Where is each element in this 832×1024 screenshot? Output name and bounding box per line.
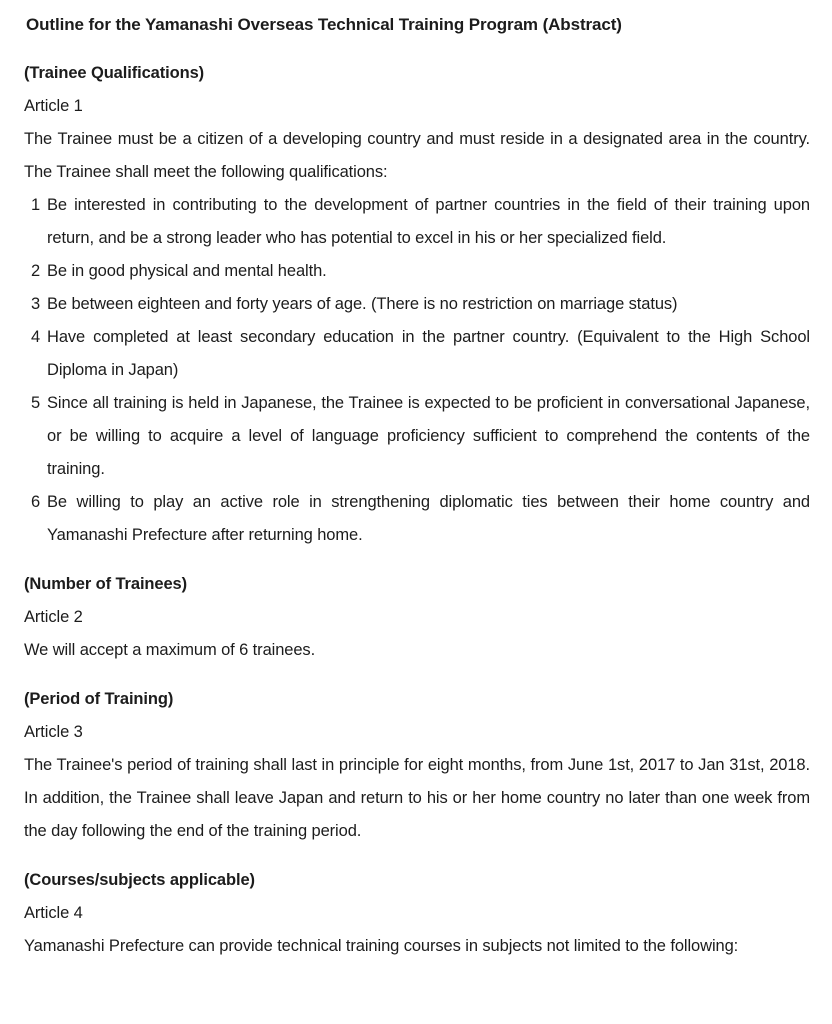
section-heading: (Trainee Qualifications) [24, 64, 205, 82]
list-item-number: 5 [31, 394, 41, 412]
section-heading: (Courses/subjects applicable) [24, 871, 255, 889]
article-label: Article 1 [24, 97, 83, 115]
list-item-number: 3 [31, 295, 41, 313]
list-item-number: 1 [31, 196, 41, 214]
list-item [31, 255, 810, 288]
list-item [31, 387, 810, 486]
section-period-of-training [24, 683, 810, 848]
list-item-text: Since all training is held in Japanese, the Trainee is expected to be proficient in conversational Japanese, or be willing to acquire a level of language proficiency sufficient to comprehend the contents of the training. [47, 394, 810, 478]
section-body: We will accept a maximum of 6 trainees. [24, 641, 316, 659]
section-heading: (Period of Training) [24, 690, 174, 708]
list-item [31, 486, 810, 552]
list-item-number: 6 [31, 493, 41, 511]
section-trainee-qualifications [24, 57, 810, 552]
list-item [31, 288, 810, 321]
section-body: Yamanashi Prefecture can provide technical training courses in subjects not limited to the following: [24, 937, 739, 955]
section-body: The Trainee's period of training shall last in principle for eight months, from June 1st, 2017 to Jan 31st, 2018. In addition, the Trainee shall leave Japan and return to his or her home country no later than one week from the day following the end of the training period. [24, 756, 810, 840]
qualifications-list [31, 189, 810, 552]
list-item-text: Have completed at least secondary education in the partner country. (Equivalent to the High School Diploma in Japan) [47, 328, 810, 379]
list-item-text: Be in good physical and mental health. [47, 262, 327, 280]
list-item-number: 4 [31, 328, 41, 346]
article-label: Article 3 [24, 723, 83, 741]
list-item-text: Be willing to play an active role in strengthening diplomatic ties between their home country and Yamanashi Prefecture after returning home. [47, 493, 810, 544]
list-item-text: Be interested in contributing to the development of partner countries in the field of their training upon return, and be a strong leader who has potential to excel in his or her specialized field. [47, 196, 810, 247]
article-label: Article 4 [24, 904, 83, 922]
section-courses-subjects [24, 864, 810, 963]
section-body: The Trainee must be a citizen of a developing country and must reside in a designated area in the country. The Trainee shall meet the following qualifications: [24, 130, 810, 181]
article-label: Article 2 [24, 608, 83, 626]
section-heading: (Number of Trainees) [24, 575, 188, 593]
list-item [31, 189, 810, 255]
document-title: Outline for the Yamanashi Overseas Technical Training Program (Abstract) [26, 15, 622, 34]
section-number-of-trainees [24, 568, 810, 667]
list-item-text: Be between eighteen and forty years of age. (There is no restriction on marriage status) [47, 295, 678, 313]
list-item [31, 321, 810, 387]
list-item-number: 2 [31, 262, 41, 280]
